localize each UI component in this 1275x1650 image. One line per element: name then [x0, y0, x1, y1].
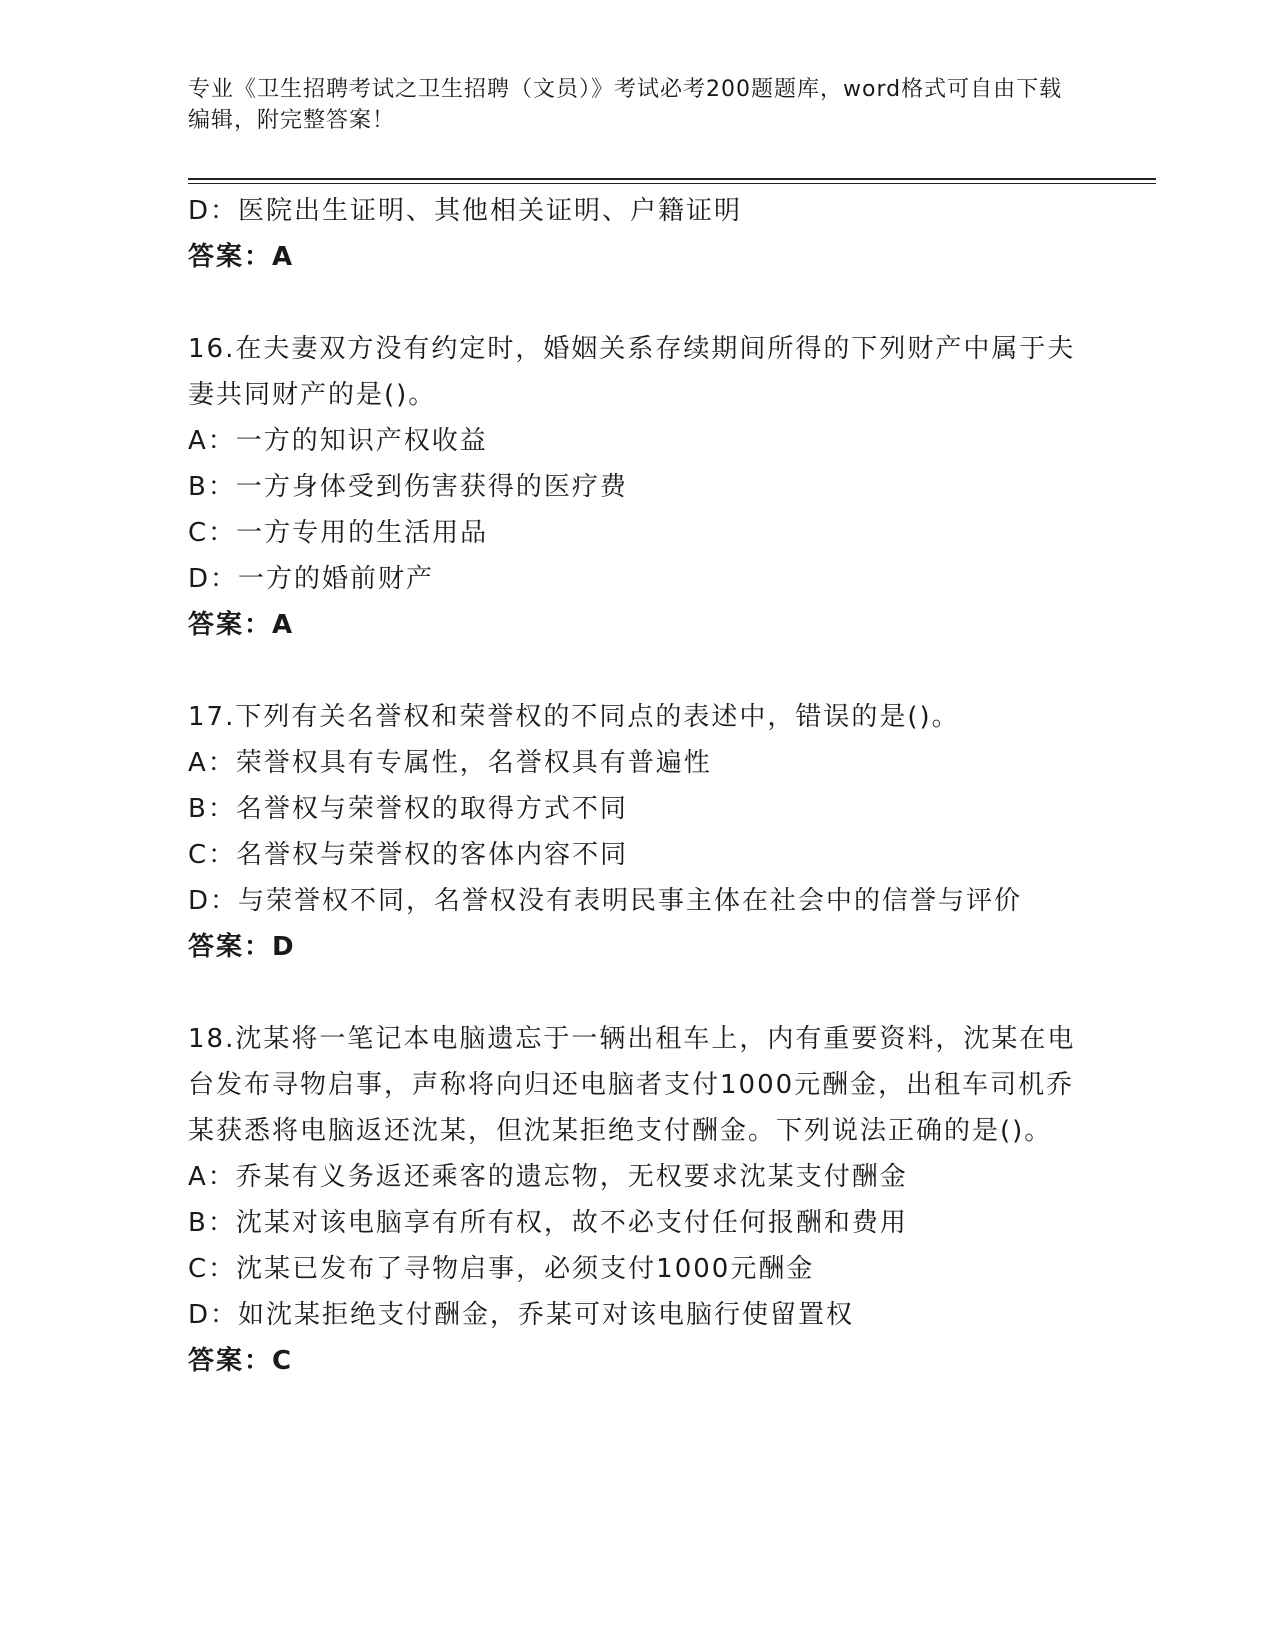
question-17-option-d: D：与荣誉权不同，名誉权没有表明民事主体在社会中的信誉与评价: [188, 886, 1023, 916]
question-17-answer: 答案：D: [188, 932, 296, 962]
question-18-option-a: A：乔某有义务返还乘客的遗忘物，无权要求沈某支付酬金: [188, 1162, 908, 1192]
question-16-stem: 16.在夫妻双方没有约定时，婚姻关系存续期间所得的下列财产中属于夫妻共同财产的是()。: [188, 334, 1076, 410]
question-17-option-b: B：名誉权与荣誉权的取得方式不同: [188, 794, 628, 824]
spacer: [188, 280, 1088, 326]
question-17-stem: 17.下列有关名誉权和荣誉权的不同点的表述中，错误的是()。: [188, 702, 960, 732]
prev-option-d: D：医院出生证明、其他相关证明、户籍证明: [188, 196, 743, 226]
question-16-option-c: C：一方专用的生活用品: [188, 518, 489, 548]
question-17-option-a: A：荣誉权具有专属性，名誉权具有普遍性: [188, 748, 712, 778]
header-divider-thick: [188, 178, 1156, 180]
header-divider-thin: [188, 183, 1156, 184]
question-16-option-d: D：一方的婚前财产: [188, 564, 435, 594]
question-16-option-a: A：一方的知识产权收益: [188, 426, 488, 456]
question-18-answer: 答案：C: [188, 1346, 294, 1376]
question-16-answer: 答案：A: [188, 610, 295, 640]
question-18-option-d: D：如沈某拒绝支付酬金，乔某可对该电脑行使留置权: [188, 1300, 855, 1330]
question-18-option-b: B：沈某对该电脑享有所有权，故不必支付任何报酬和费用: [188, 1208, 908, 1238]
spacer: [188, 970, 1088, 1016]
spacer: [188, 648, 1088, 694]
document-header: 专业《卫生招聘考试之卫生招聘（文员）》考试必考200题题库，word格式可自由下载编辑，附完整答案！: [188, 77, 1063, 133]
question-18-option-c: C：沈某已发布了寻物启事，必须支付1000元酬金: [188, 1254, 815, 1284]
question-17-option-c: C：名誉权与荣誉权的客体内容不同: [188, 840, 629, 870]
question-18-stem: 18.沈某将一笔记本电脑遗忘于一辆出租车上，内有重要资料，沈某在电台发布寻物启事，声称将向归还电脑者支付1000元酬金，出租车司机乔某获悉将电脑返还沈某，但沈某拒绝支付酬金。下列说法正确的是()。: [188, 1024, 1076, 1146]
question-content: [188, 188, 1088, 1384]
question-16-option-b: B：一方身体受到伤害获得的医疗费: [188, 472, 628, 502]
prev-answer: 答案：A: [188, 242, 295, 272]
